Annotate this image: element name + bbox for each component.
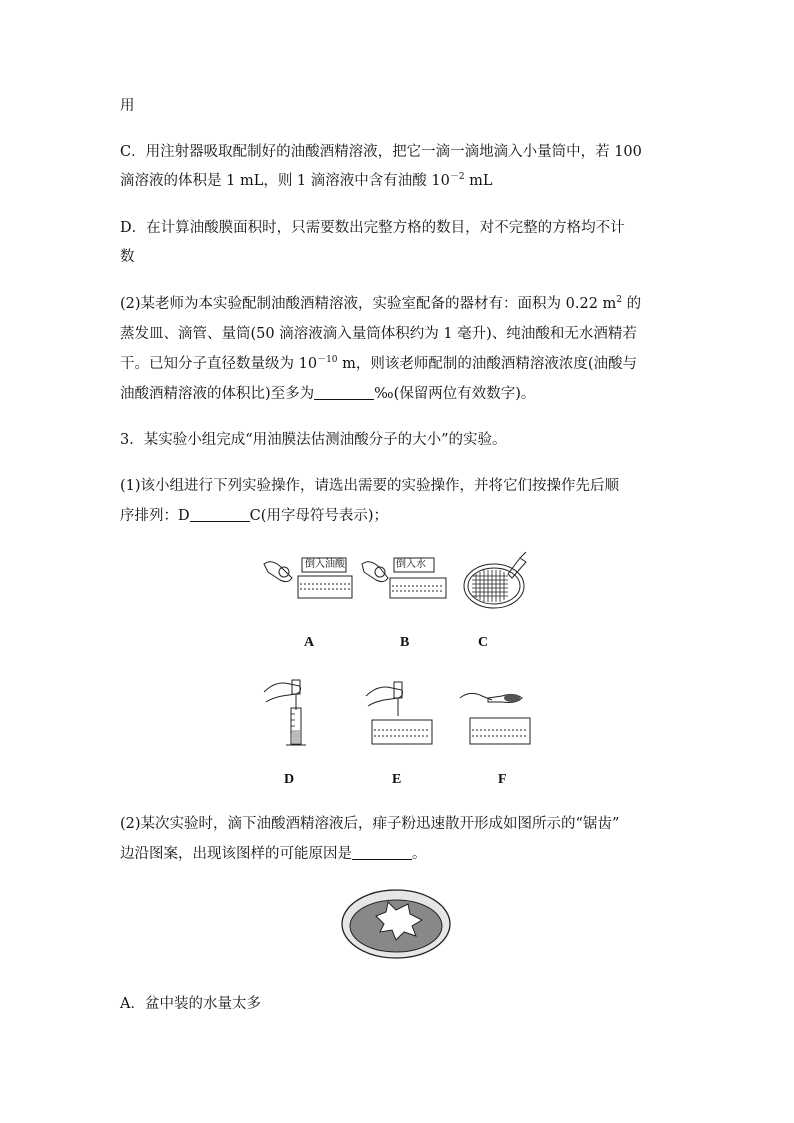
- option-d-line-2: 数: [120, 249, 135, 265]
- q3-2-line-2: [120, 844, 427, 864]
- figure-label-c: C: [478, 635, 489, 650]
- q2-text-end: ‰(保留两位有效数字)。: [374, 386, 536, 402]
- option-c-line-2: [120, 171, 493, 191]
- tag-pour-oleic-acid: 倒入油酸: [305, 559, 345, 570]
- exponent: －2: [449, 172, 465, 183]
- figure-f-sprinkle-powder: [458, 684, 538, 748]
- q2-line-1: [120, 294, 641, 314]
- q3-2-text-end: 。: [412, 846, 427, 862]
- figure-e-drop-into-water: [364, 676, 444, 748]
- q3-1-line-2: [120, 506, 388, 526]
- answer-blank[interactable]: [190, 507, 250, 522]
- answer-blank[interactable]: [314, 385, 374, 400]
- figure-c-grid-plate: [462, 552, 532, 610]
- q3-1-line-1: (1)该小组进行下列实验操作，请选出需要的实验操作，并将它们按操作先后顺: [120, 478, 620, 494]
- q2-text: (2)某老师为本实验配制油酸酒精溶液，实验室配备的器材有：面积为 0.22 m: [120, 296, 617, 312]
- q2-text: 干。已知分子直径数量级为 10: [120, 356, 318, 372]
- tag-pour-water: 倒入水: [396, 559, 426, 570]
- unit-text: mL: [464, 173, 493, 189]
- figure-d-dropper-cylinder: [262, 672, 322, 748]
- figure-label-d: D: [284, 772, 295, 787]
- q2-line-4: [120, 384, 535, 404]
- text-line-1: 用: [120, 98, 135, 114]
- q3-2-line-1: (2)某次实验时，滴下油酸酒精溶液后，痱子粉迅速散开形成如图所示的“锯齿”: [120, 816, 620, 832]
- exponent: －10: [317, 355, 338, 366]
- question-3-title: 3．某实验小组完成“用油膜法估测油酸分子的大小”的实验。: [120, 432, 507, 448]
- option-c-line-1: C．用注射器吸取配制好的油酸酒精溶液，把它一滴一滴地滴入小量筒中，若 100: [120, 144, 642, 160]
- q2-line-2: 蒸发皿、滴管、量筒(50 滴溶液滴入量筒体积约为 1 毫升)、纯油酸和无水酒精若: [120, 326, 637, 342]
- q2-text: 油酸酒精溶液的体积比)至多为: [120, 386, 315, 402]
- q3-1-text: 序排列：D: [120, 508, 190, 524]
- q2-text-end: m，则该老师配制的油酸酒精溶液浓度(油酸与: [337, 356, 638, 372]
- q3-1-text-end: C(用字母符号表示)；: [249, 508, 389, 524]
- option-d-line-1: D．在计算油酸膜面积时，只需要数出完整方格的数目，对不完整的方格均不计: [120, 220, 625, 236]
- option-a: A．盆中装的水量太多: [120, 996, 261, 1012]
- figure-label-a: A: [304, 635, 315, 650]
- figure-label-e: E: [392, 772, 402, 787]
- figure-label-f: F: [498, 772, 507, 787]
- exponent: 2: [616, 295, 623, 306]
- q3-2-text: 边沿图案，出现该图样的可能原因是: [120, 846, 352, 862]
- figure-sawtooth-film-basin: [338, 880, 458, 970]
- q2-text-end: 的: [622, 296, 642, 312]
- answer-blank[interactable]: [352, 845, 412, 860]
- option-c-text: 滴溶液的体积是 1 mL，则 1 滴溶液中含有油酸 10: [120, 173, 450, 189]
- q2-line-3: [120, 354, 637, 374]
- figure-label-b: B: [400, 635, 410, 650]
